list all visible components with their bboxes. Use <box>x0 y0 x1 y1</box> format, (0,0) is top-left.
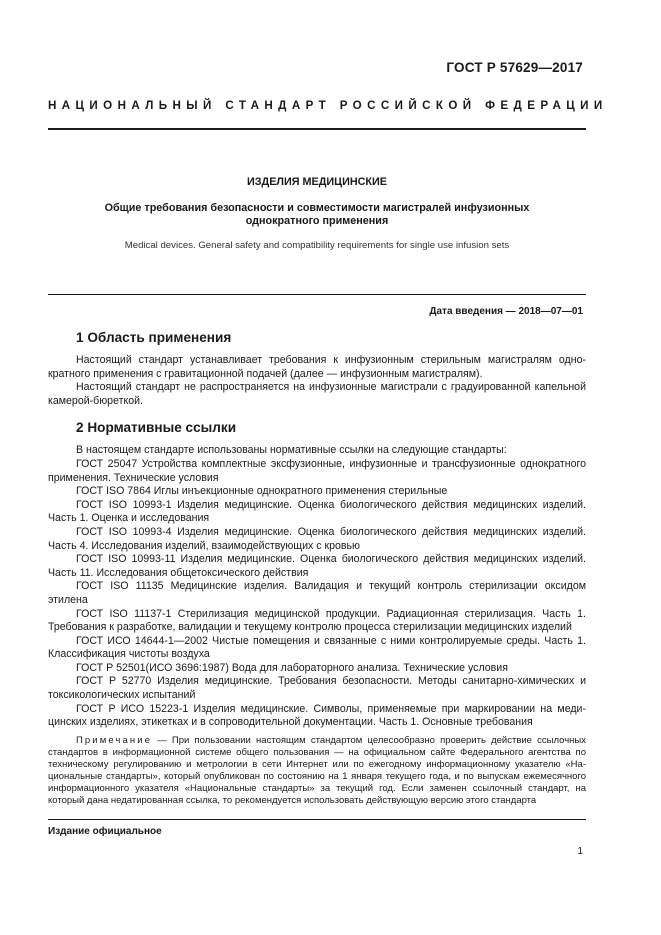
subtitle-line-2: однократного применения <box>245 215 389 227</box>
reference-item: ГОСТ Р ИСО 15223-1 Изделия медицинские. Символы, применяемые при маркировании на медицинских изделиях, этикетках и в сопроводительной документации. Часть 1. Основные требования <box>48 702 586 729</box>
document-subtitle <box>70 202 564 228</box>
section-1-paragraph: Настоящий стандарт не распространяется на инфузионные магистрали с градуированной капельной камерой-бюреткой. <box>48 381 586 407</box>
footer-divider <box>48 819 586 820</box>
edition-label: Издание официальное <box>48 826 162 837</box>
reference-item: ГОСТ ISO 11137-1 Стерилизация медицинской продукции. Радиационная стерилизация. Часть 1. Требования к разработке, валидации и текущему контролю процесса стерилизации медицинских изделий <box>48 607 586 634</box>
note-text: — При пользовании настоящим стандартом целесообразно проверить действие ссылочных стандартов в информационной системе общего пользования — на официальном сайте Федерального агентства по техническому регулированию и метрологии в сети Интернет или по ежегодному информационному указателю «Национальные стандарты», который опубликован по состоянию на 1 января текущего года, и по выпускам ежемесячного информационного указателя «Национальные стандарты» за текущий год. Если заменен ссылочный стандарт, на который дана недатированная ссылка, то рекомендуется использовать действующую версию этого стандарта <box>48 734 586 806</box>
reference-item: ГОСТ 25047 Устройства комплектные эксфузионные, инфузионные и трансфузионные однократного применения. Технические условия <box>48 457 586 484</box>
reference-item: ГОСТ Р 52501(ИСО 3696:1987) Вода для лабораторного анализа. Технические условия <box>76 661 508 674</box>
reference-item: ГОСТ ISO 10993-4 Изделия медицинские. Оценка биологического действия медицинских изделий. Часть 4. Исследования изделий, взаимодействующих с кровью <box>48 525 586 552</box>
subtitle-line-1: Общие требования безопасности и совместимости магистралей инфузионных <box>104 202 530 214</box>
national-standard-heading: НАЦИОНАЛЬНЫЙ СТАНДАРТ РОССИЙСКОЙ ФЕДЕРАЦИИ <box>48 99 608 112</box>
reference-item: ГОСТ ISO 7864 Иглы инъекционные однократного применения стерильные <box>76 485 448 498</box>
reference-item: ГОСТ ИСО 14644-1—2002 Чистые помещения и связанные с ними контролируемые среды. Часть 1. Классификация чистоты воздуха <box>48 634 586 661</box>
introduction-date: Дата введения — 2018—07—01 <box>429 306 583 317</box>
note-label: Примечание <box>76 734 152 746</box>
reference-item: ГОСТ ISO 10993-11 Изделия медицинские. Оценка биологического действия медицинских изделий. Часть 11. Исследования общетоксического действия <box>48 553 586 579</box>
reference-item: ГОСТ Р 52770 Изделия медицинские. Требования безопасности. Методы санитарно-химических и токсикологических испытаний <box>48 675 586 702</box>
section-2-heading: 2 Нормативные ссылки <box>76 420 237 436</box>
reference-item: ГОСТ ISO 10993-1 Изделия медицинские. Оценка биологического действия медицинских изделий. Часть 1. Оценка и исследования <box>48 498 586 525</box>
standard-code: ГОСТ Р 57629—2017 <box>446 60 583 75</box>
section-2-paragraph: В настоящем стандарте использованы нормативные ссылки на следующие стандарты: <box>76 444 507 457</box>
document-body <box>48 330 586 816</box>
page-number: 1 <box>577 846 583 857</box>
english-title: Medical devices. General safety and compatibility requirements for single use infusion sets <box>124 240 510 251</box>
section-1-heading: 1 Область применения <box>76 330 232 345</box>
document-title: ИЗДЕЛИЯ МЕДИЦИНСКИЕ <box>247 176 387 188</box>
title-divider <box>48 294 586 295</box>
reference-note <box>48 735 586 807</box>
section-1-paragraph: Настоящий стандарт устанавливает требования к инфузионным стерильным магистралям однократного применения с гравитационной подачей (далее — инфузионным магистралям). <box>48 354 586 380</box>
top-divider <box>48 128 586 130</box>
reference-item: ГОСТ ISO 11135 Медицинские изделия. Валидация и текущий контроль стерилизации оксидом этилена <box>48 580 586 606</box>
